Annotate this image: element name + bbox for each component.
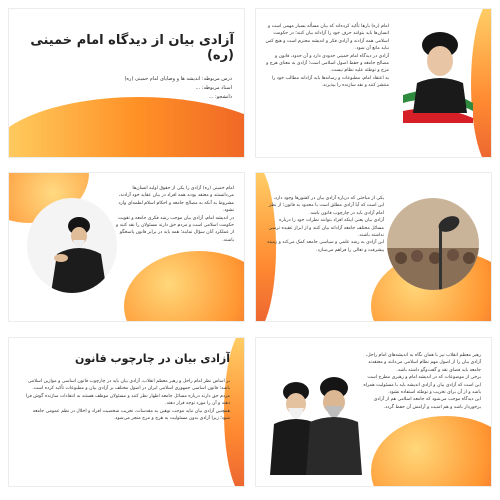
leaders-portrait-image xyxy=(266,360,366,475)
praying-portrait-image xyxy=(27,198,117,293)
paragraph: آزادی بیان یعنی اینکه افراد بتوانند نظرات خود را درباره مسائل مختلف جامعه آزادانه بیان کنند و از ابراز عقیده ترسی نداشته باشند. xyxy=(268,218,384,239)
decorative-swoosh xyxy=(371,416,492,487)
title-details xyxy=(32,75,232,102)
decorative-wave xyxy=(8,97,245,158)
khomeini-portrait-image xyxy=(403,23,473,123)
paragraph: رهبر معظم انقلاب نیز با همان نگاه به اندیشه‌های امام راحل، آزادی بیان را از اصول مهم نظام اسلامی می‌دانند و معتقدند جامعه باید فضای نقد و گفت‌وگو داشته باشد. xyxy=(365,353,481,373)
slide-6[interactable] xyxy=(255,337,492,487)
paragraph: در اندیشه امام، آزادی بیان موجب رشد فکری جامعه و تقویت حکومت اسلامی است و مردم حق دارند مسئولان را نقد کنند و از عملکرد آنان سؤال نمایند؛ همه باید در برابر قانون پاسخگو باشند. xyxy=(116,215,234,243)
slide-4[interactable] xyxy=(255,172,492,322)
slide-5-title: آزادی بیان در چارچوب قانون xyxy=(74,352,230,365)
paragraph: آزادی در دیدگاه امام خمینی حدودی دارد و آن حدود، قانون و مصالح جامعه و حفظ اصول اسلامی است؛ آزادی به معنای هرج و مرج و توطئه علیه نظام نیست. xyxy=(266,53,389,74)
paragraph: به اعتقاد امام، مطبوعات و رسانه‌ها باید آزادانه مطالب خود را منتشر کنند و نقد سازنده را بپذیرند. xyxy=(271,75,389,89)
slide-1-title[interactable] xyxy=(8,8,245,158)
slide-6-body xyxy=(363,352,481,411)
microphone-audience-image xyxy=(387,198,479,290)
slide-4-body xyxy=(266,195,384,254)
paragraph: امام (ره) بارها تأکید کرده‌اند که بیان مسأله بسیار مهمی است و انسان‌ها باید بتوانند حرف خود را آزادانه بیان کنند؛ در حکومت اسلامی همه آزادند و آزادی فکر و اندیشه محترم است و هیچ کس نباید مانع آن شود. xyxy=(265,24,389,52)
student-line: دانشجو: ... xyxy=(208,94,232,100)
slide-2-body xyxy=(264,23,389,90)
slide-5[interactable] xyxy=(8,337,245,487)
paragraph: مردم حق دارند درباره مسائل جامعه اظهار نظر کنند و مسئولان موظف هستند به انتقادات سازنده گوش فرا دهند و آن را مورد توجه قرار دهند. xyxy=(25,393,230,407)
course-line: درس مربوطه: اندیشه ها و وصایای امام خمینی (ره) xyxy=(124,76,232,82)
paragraph: امام خمینی (ره) آزادی را یکی از حقوق اولیه انسان‌ها می‌دانستند و معتقد بودند همه افراد در بیان عقاید خود آزادند، مشروط به آنکه به مصالح جامعه و احکام اسلام لطمه‌ای وارد نشود. xyxy=(118,186,234,214)
slide-2[interactable] xyxy=(255,8,492,158)
decorative-swoosh xyxy=(471,8,492,158)
presentation-title: آزادی بیان از دیدگاه امام خمینی (ره) xyxy=(30,33,234,63)
paragraph: برخی از موضوعات که در اندیشه امام و رهبری مطرح است این است که آزادی بیان و آزادی اندیشه باید با مسئولیت همراه باشد و از آن برای تخریب و توطئه استفاده نشود. xyxy=(363,375,481,396)
teacher-line: استاد مربوطه: ... xyxy=(195,85,232,91)
paragraph: همچنین آزادی بیان نباید موجب توهین به مقدسات، تخریب شخصیت افراد و اخلال در نظم عمومی جامعه شود؛ زیرا آزادی بدون مسئولیت به هرج و مرج منجر می‌شود. xyxy=(32,408,230,422)
slide-3-body xyxy=(114,185,234,244)
paragraph: بر اساس نظر امام راحل و رهبر معظم انقلاب، آزادی بیان باید در چارچوب قانون اساسی و موازین اسلامی باشد؛ قانون اساسی جمهوری اسلامی ایران در اصول مختلف بر آزادی بیان و مطبوعات تأکید کرده است. xyxy=(27,379,230,392)
paragraph: این دیدگاه موجب می‌شود که جامعه اسلامی هم از آزادی برخوردار باشد و هم امنیت و آرامش آن حفظ گردد. xyxy=(373,397,481,410)
paragraph: این آزادی به رشد علمی و سیاسی جامعه کمک می‌کند و زمینه پیشرفت و تعالی را فراهم می‌سازد. xyxy=(267,240,384,253)
paragraph: یکی از مباحثی که درباره آزادی بیان در کشورها وجود دارد، این است که آیا آزادی مطلق است یا محدود به قانون؛ از نظر امام آزادی باید در چارچوب قانون باشد. xyxy=(268,196,384,216)
slide-5-body xyxy=(25,378,230,422)
decorative-swoosh xyxy=(124,251,245,322)
slide-3[interactable] xyxy=(8,172,245,322)
